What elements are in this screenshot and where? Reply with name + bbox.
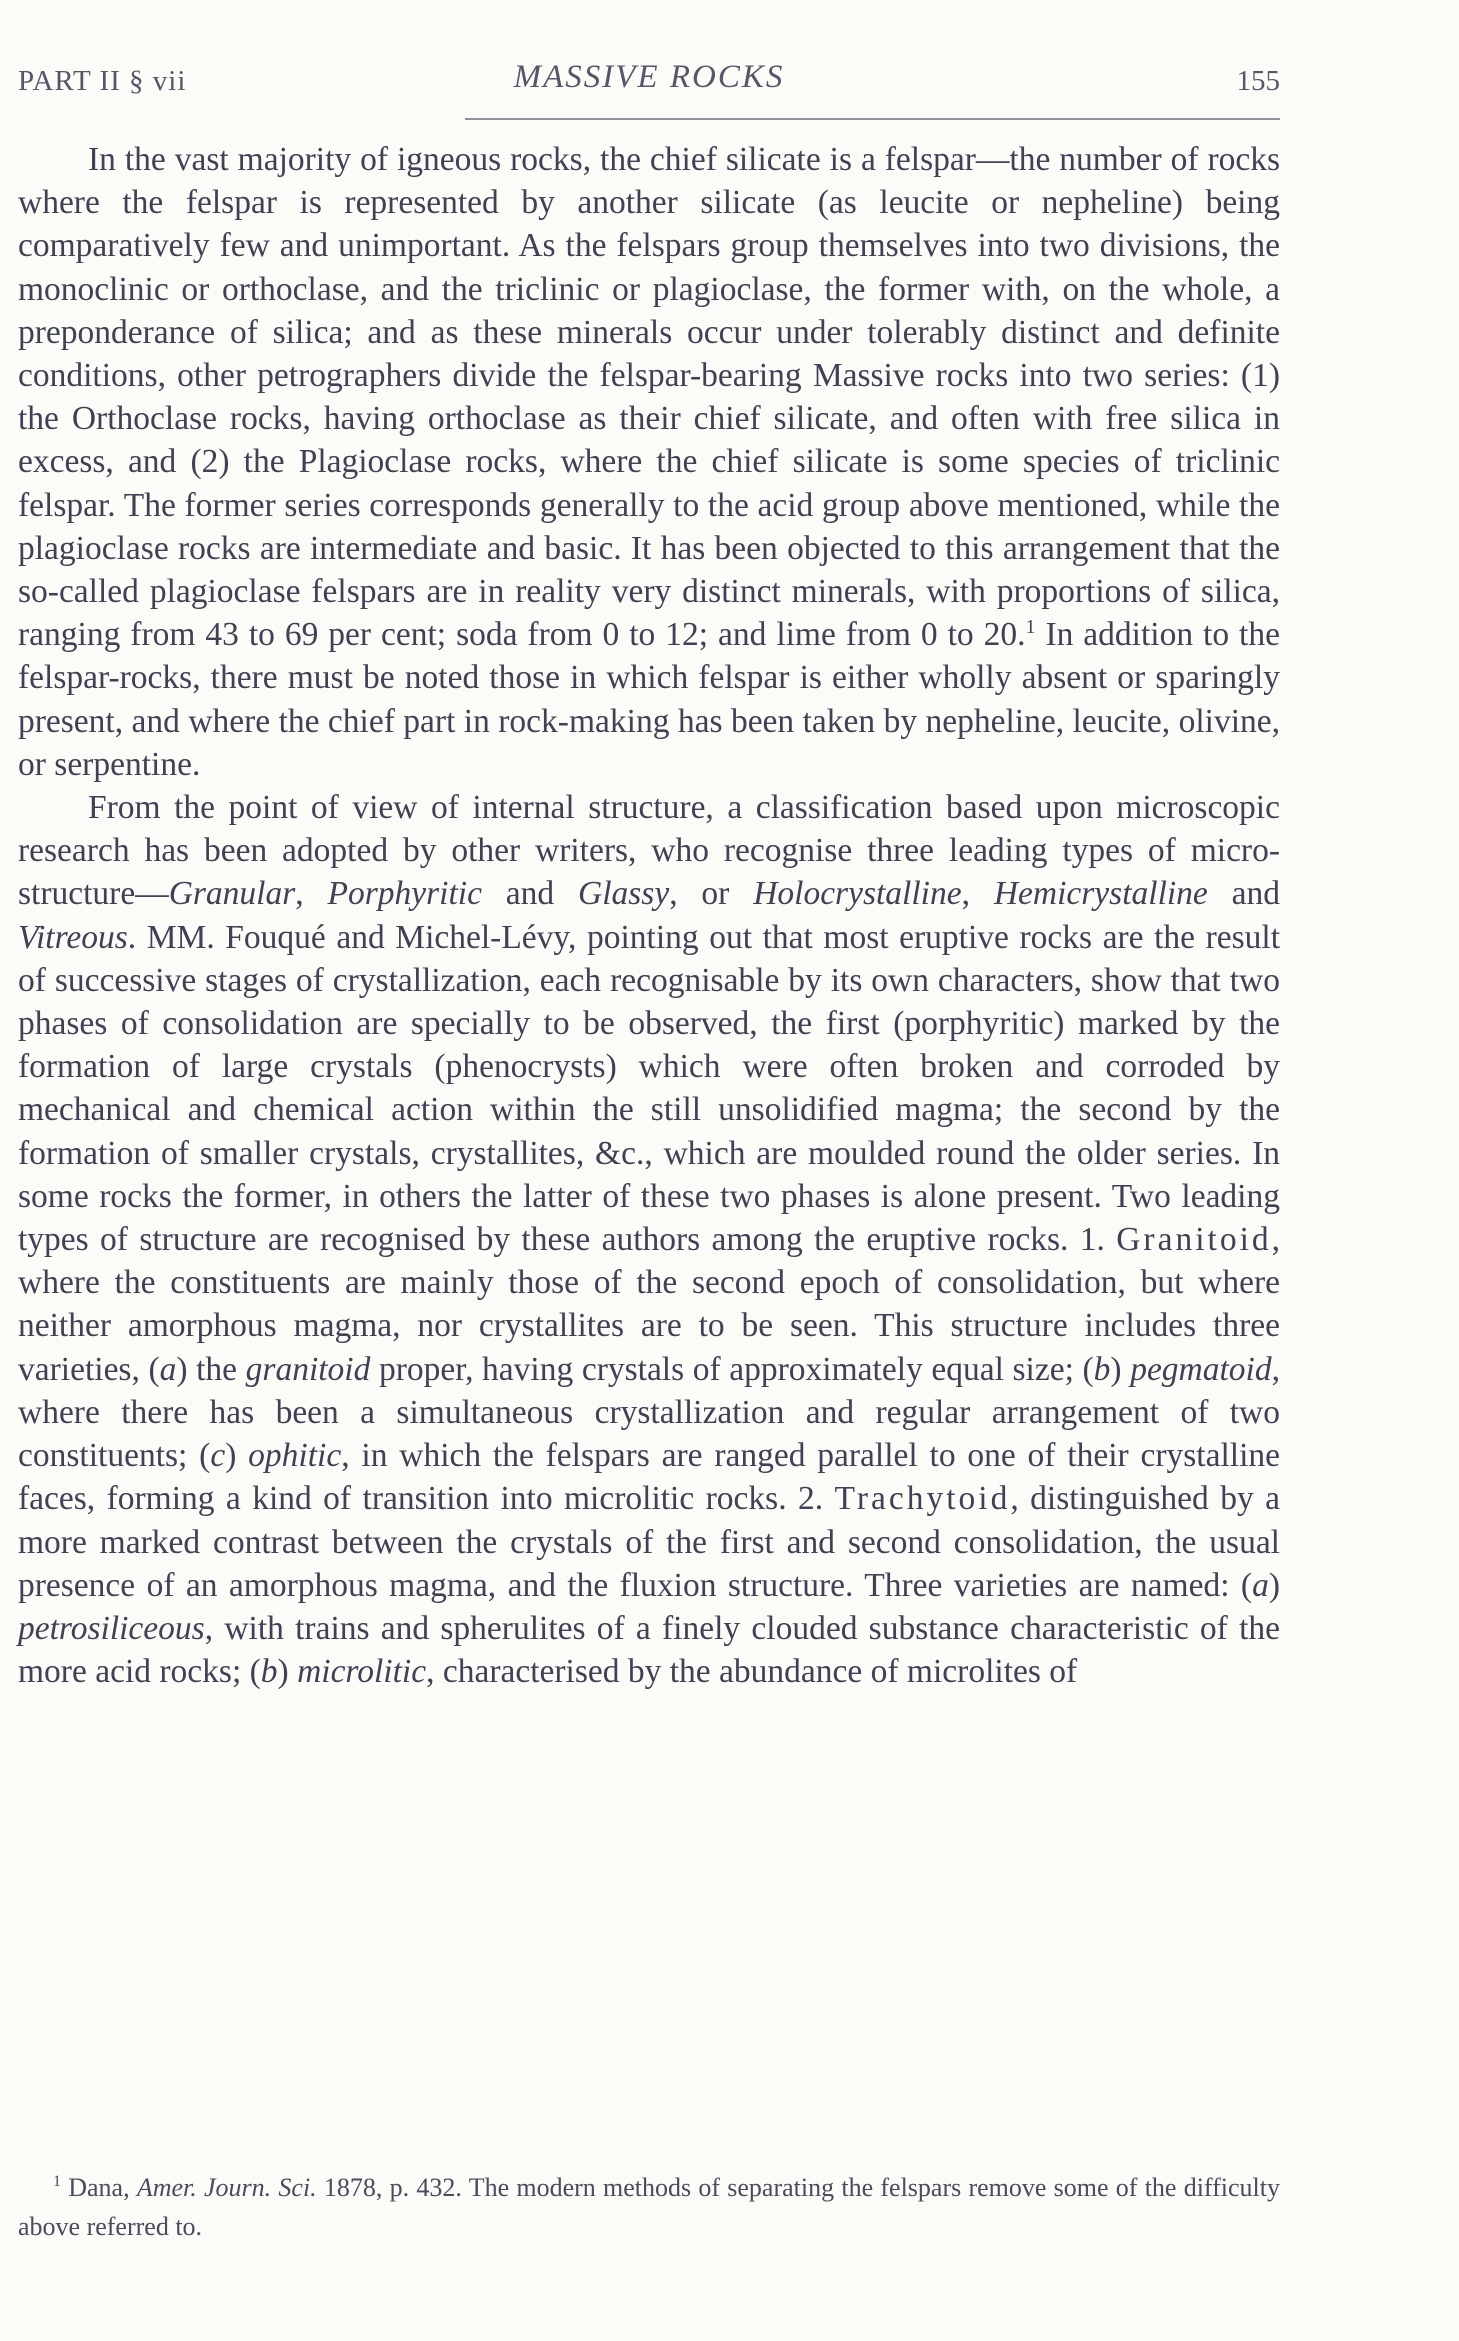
footnote: [18, 2168, 1280, 2246]
variety-marker-b: b: [260, 1653, 278, 1691]
paragraph-2-text: . MM. Fouqué and Michel-Lévy, pointing out that most eruptive rocks are the result of successive stages of crystallization, each recognisable by its own characters, show that two phases of consolidation are specially to be observed, the first (porphyritic) marked by the formation of large crystals (phenocrysts) which were often broken and corroded by mechanical and chemical action within the still unsolidified magma; the second by the formation of smaller crystals, crystallites, &c., which are moulded round the older series. In some rocks the former, in others the latter of these two phases is alone present. Two leading types of structure are recognised by these authors among the eruptive rocks. 1.: [18, 918, 1280, 1259]
paragraph-2-text: ): [277, 1653, 298, 1691]
term-pegmatoid: pegmatoid: [1130, 1350, 1272, 1388]
footnote-reference: 1: [1025, 616, 1036, 639]
body-text: [18, 138, 1280, 1693]
term-granitoid: granitoid: [245, 1350, 371, 1388]
variety-marker-a: a: [159, 1350, 177, 1388]
term-glassy: Glassy: [578, 875, 670, 913]
variety-marker-a: a: [1252, 1566, 1269, 1604]
term-vitreous: Vitreous: [18, 918, 128, 956]
footnote-text: 1878, p. 432. The modern methods of separating the felspars remove some of the difficulty above referred to.: [18, 2173, 1280, 2241]
paragraph-2-text: , with trains and spherulites of a finely clouded substance characteristic of the more acid rocks; (: [18, 1609, 1280, 1691]
footnote-journal: Amer. Journ. Sci.: [136, 2173, 317, 2202]
paragraph-2-text: , distinguished by a more marked contrast between the crystals of the first and second consolidation, the usual presence of an amorphous magma, and the fluxion structure. Three varieties are named: (: [18, 1480, 1281, 1604]
paragraph-2-text: ): [1110, 1350, 1131, 1388]
header-rule: [465, 118, 1280, 120]
heading-granitoid: Granitoid: [1116, 1221, 1272, 1259]
paragraph-2-text: ,: [961, 875, 994, 913]
paragraph-2-text: and: [1207, 875, 1281, 913]
paragraph-1-text: In the vast majority of igneous rocks, the chief silicate is a felspar—the number of rocks where the felspar is represented by another silicate (as leucite or nepheline) being comparatively few and unimportant. As the felspars group themselves into two divisions, the monoclinic or orthoclase, and the triclinic or plagioclase, the former with, on the whole, a preponderance of silica; and as these minerals occur under tolerably distinct and definite conditions, other petrographers divide the felspar-bearing Massive rocks into two series: (1) the Orthoclase rocks, having orthoclase as their chief silicate, and often with free silica in excess, and (2) the Plagioclase rocks, where the chief silicate is some species of triclinic felspar. The former series corresponds generally to the acid group above mentioned, while the plagioclase rocks are intermediate and basic. It has been objected to this arrangement that the so-called plagioclase felspars are in reality very distinct minerals, with proportions of silica, ranging from 43 to 69 per cent; soda from 0 to 12; and lime from 0 to 20.: [18, 141, 1280, 654]
footnote-1: [18, 2168, 1280, 2246]
paragraph-2-text: proper, having crystals of approximately equal size; (: [370, 1350, 1094, 1388]
paragraph-2-text: , where the constituents are mainly those of the second epoch of consolidation, but where neither amorphous magma, nor crystallites are to be seen. This structure includes three varieties, (: [18, 1221, 1280, 1388]
variety-marker-c: c: [210, 1437, 226, 1475]
term-petrosiliceous: petrosiliceous: [18, 1609, 205, 1647]
paragraph-2-text: ): [1268, 1566, 1280, 1604]
page-number: 155: [1236, 65, 1280, 97]
paragraph-2-text: ) the: [176, 1350, 246, 1388]
part-section-label: PART II § vii: [18, 65, 187, 97]
term-granular: Granular: [168, 875, 296, 913]
paragraph-2-text: From the point of view of internal structure, a classification based upon microscopic research has been adopted by other writers, who recognise three leading types of micro-structure—: [18, 789, 1280, 913]
term-hemicrystalline: Hemicrystalline: [993, 875, 1208, 913]
term-porphyritic: Porphyritic: [327, 875, 482, 913]
paragraph-2-text: ,: [295, 875, 328, 913]
paragraph-1-text-continued: In addition to the felspar-rocks, there must be noted those in which felspar is either wholly absent or sparingly present, and where the chief part in rock-making has been taken by nepheline, leucite, olivine, or serpentine.: [18, 616, 1280, 783]
paragraph-2-text: , where there has been a simultaneous crystallization and regular arrangement of two constituents; (: [18, 1350, 1280, 1475]
chapter-title: MASSIVE ROCKS: [513, 59, 785, 95]
paragraph-2-text: , in which the felspars are ranged parallel to one of their crystalline faces, forming a kind of transition into microlitic rocks. 2.: [18, 1437, 1280, 1518]
term-microlitic: microlitic: [297, 1653, 427, 1691]
paragraph-2-text: , characterised by the abundance of microlites of: [426, 1653, 1078, 1691]
footnote-author: Dana,: [61, 2173, 137, 2202]
variety-marker-b: b: [1093, 1350, 1111, 1388]
paragraph-2: [18, 786, 1280, 1693]
term-ophitic: ophitic: [248, 1437, 342, 1475]
paragraph-2-text: ): [225, 1437, 249, 1475]
paragraph-2-text: and: [481, 875, 579, 913]
footnote-mark: 1: [53, 2173, 61, 2190]
heading-trachytoid: Trachytoid: [834, 1480, 1011, 1518]
term-holocrystalline: Holocrystalline: [753, 875, 962, 913]
paragraph-2-text: , or: [669, 875, 754, 913]
running-head: [18, 55, 1280, 105]
paragraph-1: [18, 138, 1280, 786]
